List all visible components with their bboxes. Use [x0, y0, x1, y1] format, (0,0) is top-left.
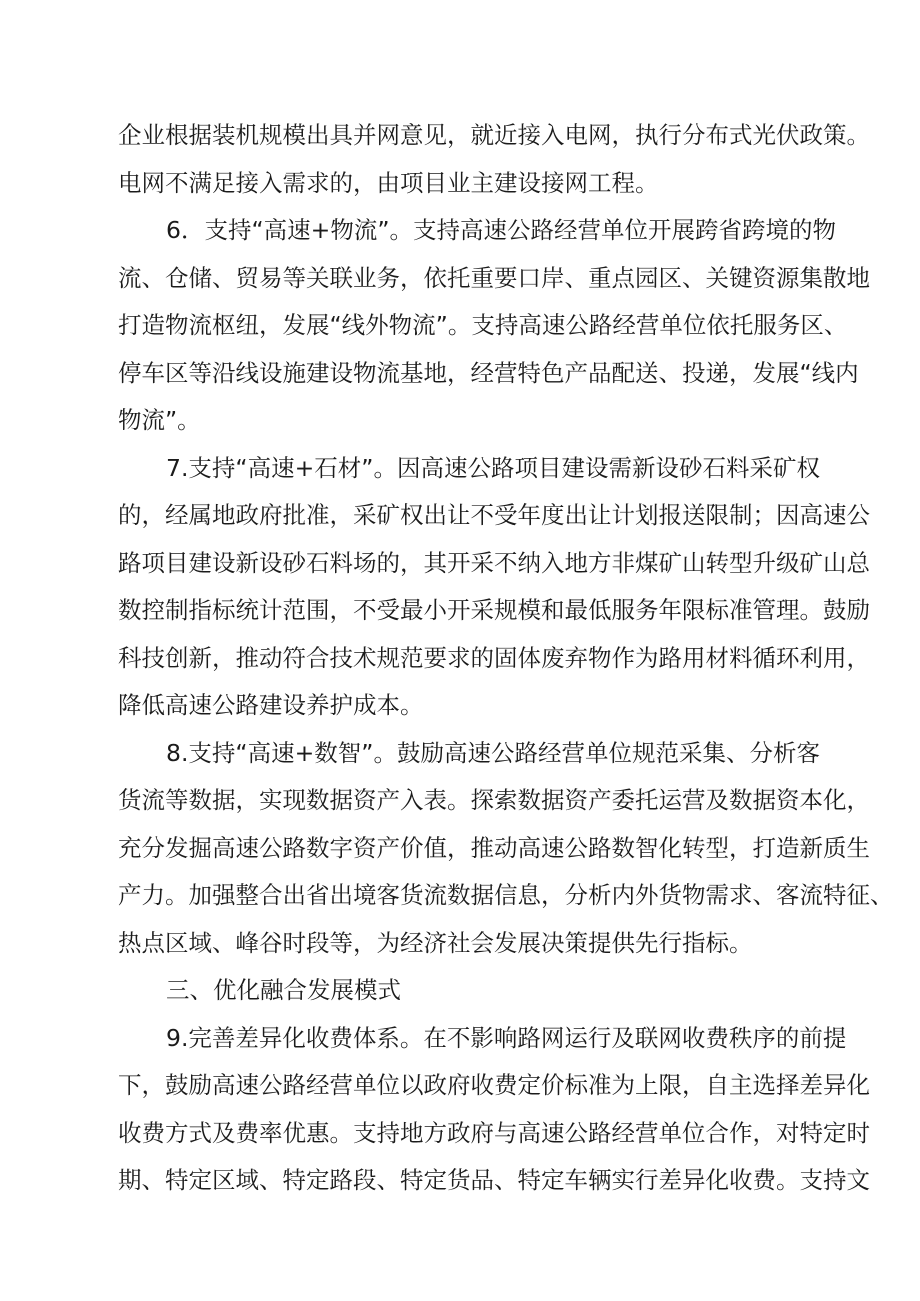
- text-line: 下，鼓励高速公路经营单位以政府收费定价标准为上限，自主选择差异化: [118, 1071, 870, 1099]
- text-line: 路项目建设新设砂石料场的，其开采不纳入地方非煤矿山转型升级矿山总: [118, 548, 870, 577]
- text-line: 数控制指标统计范围，不受最小开采规模和最低服务年限标准管理。鼓励: [118, 596, 870, 624]
- text-line: 物流”。: [118, 406, 201, 434]
- text-line: 打造物流枢纽，发展“线外物流”。支持高速公路经营单位依托服务区、: [118, 311, 848, 339]
- text-line: 收费方式及费率优惠。支持地方政府与高速公路经营单位合作，对特定时: [118, 1118, 870, 1147]
- section-7-heading-line: 7.支持“高速+石材”。因高速公路项目建设需新设砂石料采矿权: [166, 453, 820, 482]
- text-line: 充分发掘高速公路数字资产价值，推动高速公路数智化转型，打造新质生: [118, 833, 870, 862]
- text-line: 的，经属地政府批准，采矿权出让不受年度出让计划报送限制；因高速公: [118, 501, 870, 529]
- text-line: 流、仓储、贸易等关联业务，依托重要口岸、重点园区、关键资源集散地: [118, 263, 870, 292]
- text-line: 企业根据装机规模出具并网意见，就近接入电网，执行分布式光伏政策。: [118, 121, 870, 149]
- section-8-heading-line: 8.支持“高速+数智”。鼓励高速公路经营单位规范采集、分析客: [166, 738, 820, 767]
- text-line: 降低高速公路建设养护成本。: [118, 691, 424, 719]
- document-body: [118, 112, 894, 1205]
- section-6-heading-line: 6．支持“高速+物流”。支持高速公路经营单位开展跨省跨境的物: [166, 216, 836, 244]
- text-line: 产力。加强整合出省出境客货流数据信息，分析内外货物需求、客流特征、: [118, 881, 894, 909]
- text-line: 热点区域、峰谷时段等，为经济社会发展决策提供先行指标。: [118, 928, 753, 957]
- text-line: 科技创新，推动符合技术规范要求的固体废弃物作为路用材料循环利用，: [118, 643, 870, 672]
- section-9-heading-line: 9.完善差异化收费体系。在不影响路网运行及联网收费秩序的前提: [166, 1023, 847, 1052]
- text-line: 货流等数据，实现数据资产入表。探索数据资产委托运营及数据资本化，: [118, 786, 870, 814]
- chapter-heading: 三、优化融合发展模式: [166, 976, 401, 1004]
- text-line: 电网不满足接入需求的，由项目业主建设接网工程。: [118, 168, 659, 197]
- text-line: 停车区等沿线设施建设物流基地，经营特色产品配送、投递，发展“线内: [118, 358, 859, 387]
- text-line: 期、特定区域、特定路段、特定货品、特定车辆实行差异化收费。支持文: [118, 1166, 870, 1194]
